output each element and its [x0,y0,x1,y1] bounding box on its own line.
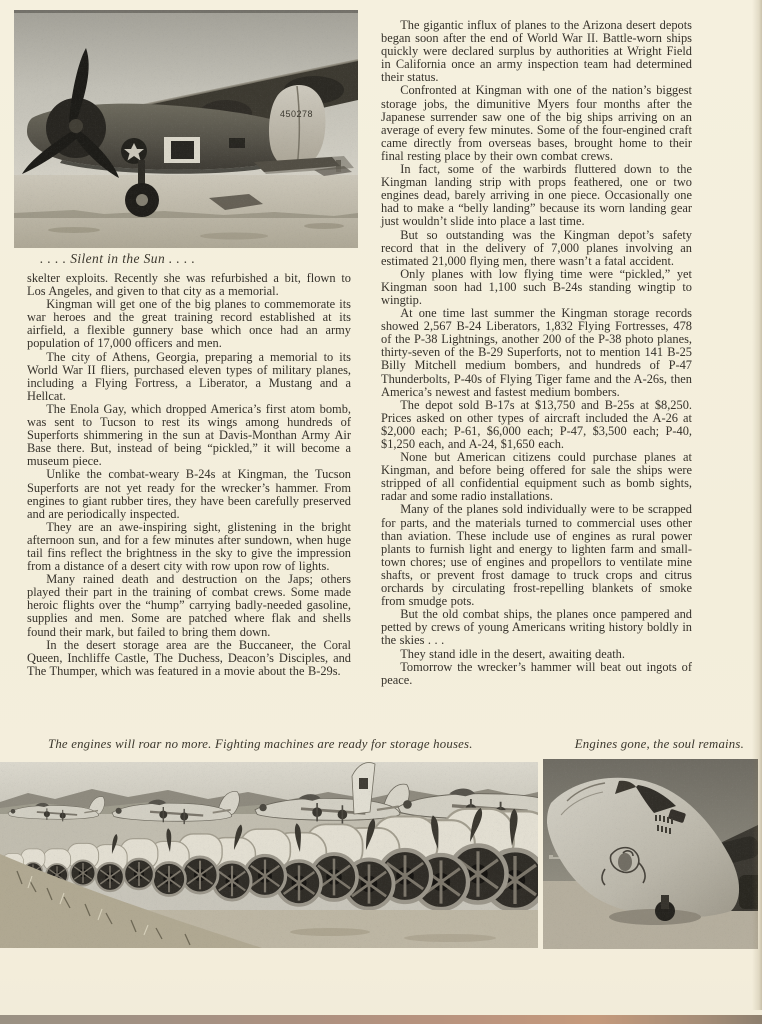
paragraph: skelter exploits. Recently she was refurbished a bit, flown to Los Angeles, and given to that city as a memorial. [27,271,351,299]
paragraph: Unlike the combat-weary B-24s at Kingman, the Tucson Superforts are not yet ready for the wrecker’s hammer. From engines to giant rubber tires, they have been carefully preserved and are periodically inspected. [27,467,351,521]
paragraph: Many of the planes sold individually were to be scrapped for parts, and the materials turned to commercial uses other than aviation. These include use of engines as rural power plants to furnish light and energy to lighten farm and small-town chores; use of engines and propellors to ventilate mine shafts, or prevent frost damage to truck crops and citrus orchards by circulating frost-repelling blankets of smoke from smudge pots. [381,502,692,609]
paragraph: But the old combat ships, the planes once pampered and petted by crews of young Americans writing history boldly in the skies . . . [381,607,692,648]
paragraph: Confronted at Kingman with one of the nation’s biggest storage jobs, the dimunitive Myers four months after the Japanese surrender saw one of the big ships arriving on an average of every few minutes. Some of the four-engined craft came directly from overseas bases, brought home to their final resting place by their own combat crews. [381,83,692,163]
paragraph: Many rained death and destruction on the Japs; others played their part in the training of combat crews. Some made heroic flights over the “hump” carrying badly-needed gasoline, supplies and men. Some are patched where flak and shells found their mark, but failed to bring them down. [27,572,351,639]
film-grain [543,759,758,949]
b24-nose-photo [543,759,758,949]
right-text-column [381,19,692,687]
page-bottom-scan-strip [0,1015,762,1024]
paragraph: Only planes with low flying time were “pickled,” yet Kingman soon had 1,100 such B-24s standing wingtip to wingtip. [381,266,692,307]
paragraph: The city of Athens, Georgia, preparing a memorial to its World War II fliers, purchased eleven types of military planes, including a Flying Fortress, a Liberator, a Mustang and a Hellcat. [27,349,351,403]
tail-number: 450278 [280,109,314,119]
paragraph: Tomorrow the wrecker’s hammer will beat out ingots of peace. [381,659,692,687]
film-grain [14,10,358,248]
photo-engine-rows [0,762,538,948]
top-photo-caption: . . . . Silent in the Sun . . . . [40,251,196,266]
left-text-column [27,272,351,678]
bottom-caption-right: Engines gone, the soul remains. [574,737,744,751]
paragraph: In fact, some of the warbirds fluttered down to the Kingman landing strip with props feathered, one or two engines dead, barely arriving in one piece. Occasionally one had to make a “belly landing” because its worn landing gear just wouldn’t slide into place a last time. [381,162,692,229]
paragraph: They are an awe-inspiring sight, glistening in the bright afternoon sun, and for a few minutes after sundown, when huge tail fins reflect the brightness in the sky to give the impression from a distance of a desert city with row upon row of lights. [27,519,351,574]
film-grain [0,762,538,948]
paragraph: In the desert storage area are the Buccaneer, the Coral Queen, Inchliffe Castle, The Duchess, Deacon’s Disciples, and The Thumper, which was featured in a movie about the B-29s. [27,637,351,678]
engine-rows-photo [0,762,538,948]
paragraph: The gigantic influx of planes to the Arizona desert depots began soon after the end of World War II. Battle-worn ships quickly were declared surplus by authorities at Wright Field in California once an army inspection team had determined their status. [381,18,692,85]
page-right-edge-shadow [752,0,762,1010]
paragraph: But so outstanding was the Kingman depot’s safety record that in the delivery of 7,000 planes involving an estimated 21,000 flying men, there wasn’t a fatal accident. [381,227,692,268]
paragraph: At one time last summer the Kingman storage records showed 2,567 B-24 Liberators, 1,832 Flying Fortresses, 478 of the P-38 Lightnings, another 200 of the P-38 photo planes, thirty-seven of the B-29 Superforts, not to mention 141 B-25 Billy Mitchell medium bombers, and hundreds of P-47 Thunderbolts, P-40s of Flying Tiger fame and the A-26s, then America’s newest and fastest medium bombers. [381,306,692,399]
paragraph: They stand idle in the desert, awaiting death. [400,646,625,661]
paragraph: The depot sold B-17s at $13,750 and B-25s at $8,250. Prices asked on other types of aircraft included the A-26 at $2,000 each; P-61, $6,000 each; P-47, $3,500 each; P-40, $1,250 each, and A-24, $1,650 each. [381,397,692,451]
bottom-caption-left: The engines will roar no more. Fighting machines are ready for storage houses. [48,737,473,751]
paragraph: None but American citizens could purchase planes at Kingman, and before being offered for sale the ships were stripped of all confidential equipment such as bomb sights, radar and some radio installations. [381,450,692,504]
photo-b24-nose-art [543,759,758,949]
b24-desert-photo [14,10,358,248]
paragraph: The Enola Gay, which dropped America’s first atom bomb, was sent to Tucson to rest its wings among hundreds of Superforts shimmering in the sun at Davis-Monthan Army Air Base there. But, instead of being “pickled,” it will become a museum piece. [27,401,351,469]
paragraph: Kingman will get one of the big planes to commemorate its war heroes and the great training record established at its airfield, a flexible gunnery base which once had an army population of 17,000 officers and men. [27,297,351,351]
photo-b24-silent-in-sun [14,10,358,248]
